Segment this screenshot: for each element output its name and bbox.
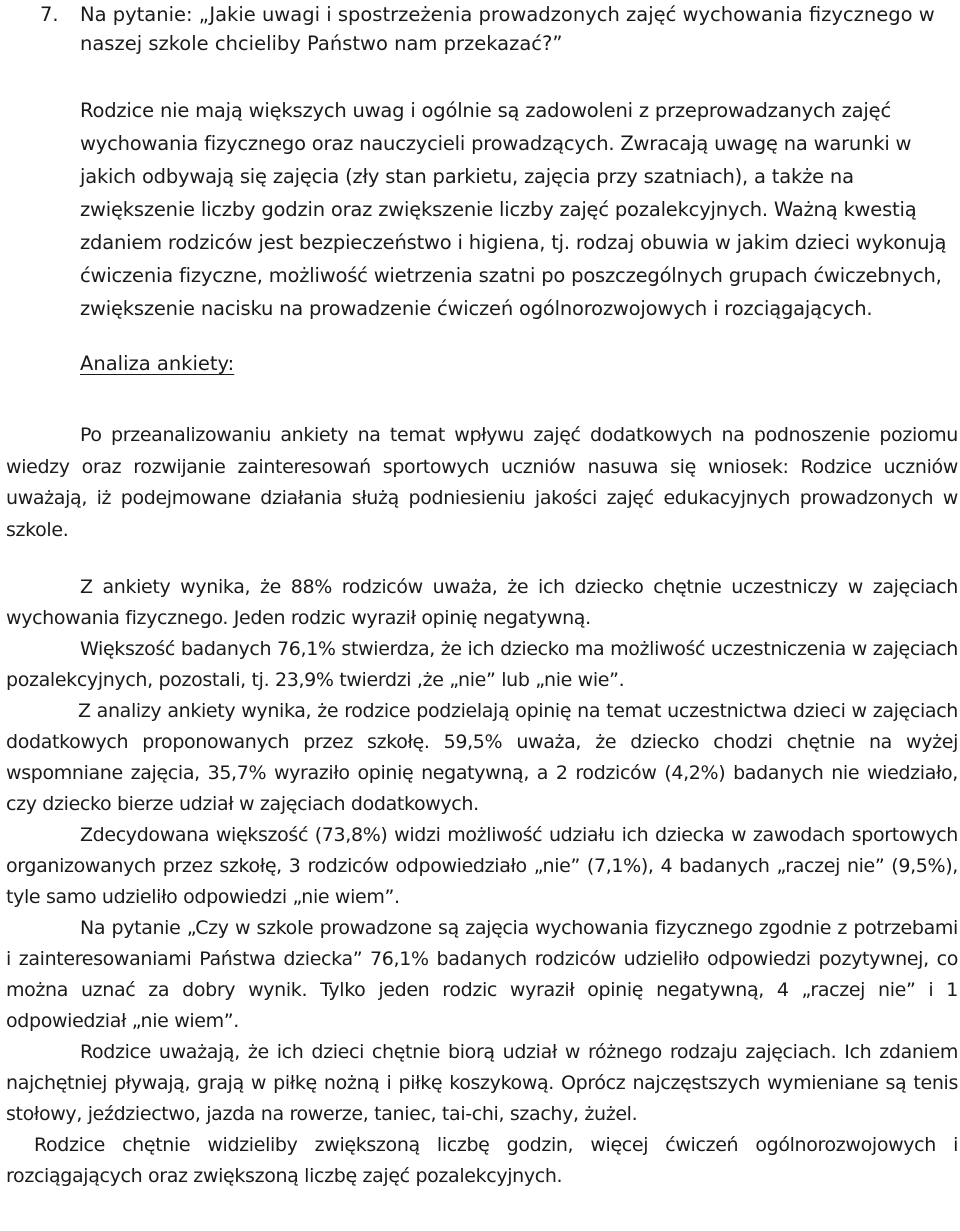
section-heading: Analiza ankiety: [80,352,235,375]
analysis-paragraph: Zdecydowana większość (73,8%) widzi możliwość udziału ich dziecka w zawodach sportowych organizowanych przez szkołę, 3 rodziców odpowiedziało „nie” (7,1%), 4 badanych „raczej nie” (9,5%), tyle samo udzieliło odpowiedzi „nie wiem”. [6,824,958,908]
analysis-section [6,420,958,1192]
analysis-paragraph: Po przeanalizowaniu ankiety na temat wpływu zajęć dodatkowych na podnoszenie poziomu wiedzy oraz rozwijanie zainteresowań sportowych uczniów nasuwa się wniosek: Rodzice uczniów uważają, iż podejmowane działania służą podniesieniu jakości zajęć edukacyjnych prowadzonych w szkole. [6,424,958,541]
analysis-paragraph: Większość badanych 76,1% stwierdza, że ich dziecko ma możliwość uczestniczenia w zajęciach pozalekcyjnych, pozostali, tj. 23,9% twierdzi ,że „nie” lub „nie wie”. [6,638,958,691]
question-item [40,0,958,58]
analysis-paragraph: Rodzice uważają, że ich dzieci chętnie biorą udział w różnego rodzaju zajęciach. Ich zdaniem najchętniej pływają, grają w piłkę nożną i piłkę koszykową. Oprócz najczęstszych wymieniane są tenis stołowy, jeździectwo, jazda na rowerze, taniec, tai-chi, szachy, żużel. [6,1041,958,1125]
analysis-paragraph: Z analizy ankiety wynika, że rodzice podzielają opinię na temat uczestnictwa dzieci w zajęciach dodatkowych proponowanych przez szkołę. 59,5% uważa, że dziecko chodzi chętnie na wyżej wspomniane zajęcia, 35,7% wyraziło opinię negatywną, a 2 rodziców (4,2%) badanych nie wiedziało, czy dziecko bierze udział w zajęciach dodatkowych. [6,700,958,815]
question-number: 7. [40,3,59,26]
analysis-paragraph: Na pytanie „Czy w szkole prowadzone są zajęcia wychowania fizycznego zgodnie z potrzebami i zainteresowaniami Państwa dziecka” 76,1% badanych rodziców udzieliło odpowiedzi pozytywnej, co można uznać za dobry wynik. Tylko jeden rodzic wyraził opinię negatywną, 4 „raczej nie” i 1 odpowiedział „nie wiem”. [6,917,958,1032]
question-text: Na pytanie: „Jakie uwagi i spostrzeżenia prowadzonych zajęć wychowania fizycznego w naszej szkole chcieliby Państwo nam przekazać?” [80,3,935,55]
analysis-paragraph: Rodzice chętnie widzieliby zwiększoną liczbę godzin, więcej ćwiczeń ogólnorozwojowych i rozciągających oraz zwiększoną liczbę zajęć pozalekcyjnych. [6,1134,958,1187]
analysis-paragraph: Z ankiety wynika, że 88% rodziców uważa, że ich dziecko chętnie uczestniczy w zajęciach wychowania fizycznego. Jeden rodzic wyraził opinię negatywną. [6,576,958,629]
answer-paragraph: Rodzice nie mają większych uwag i ogólnie są zadowoleni z przeprowadzanych zajęć wychowania fizycznego oraz nauczycieli prowadzących. Zwracają uwagę na warunki w jakich odbywają się zajęcia (zły stan parkietu, zajęcia przy szatniach), a także na zwiększenie liczby godzin oraz zwiększenie liczby zajęć pozalekcyjnych. Ważną kwestią zdaniem rodziców jest bezpieczeństwo i higiena, tj. rodzaj obuwia w jakim dzieci wykonują ćwiczenia fizyczne, możliwość wietrzenia szatni po poszczególnych grupach ćwiczebnych, zwiększenie nacisku na prowadzenie ćwiczeń ogólnorozwojowych i rozciągających. [80,99,947,320]
